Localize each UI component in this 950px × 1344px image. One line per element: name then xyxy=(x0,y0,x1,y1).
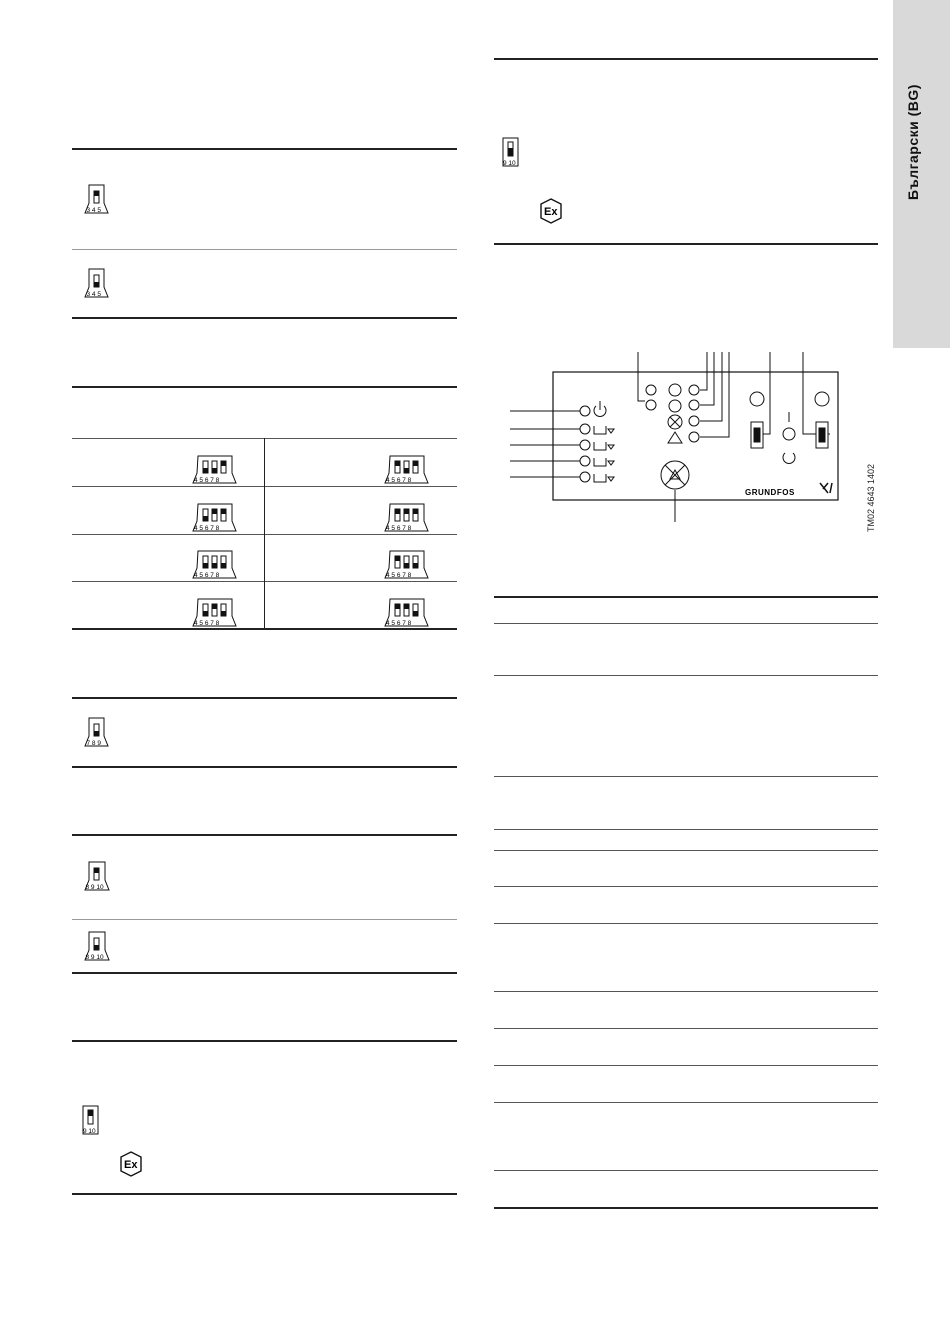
table-rule xyxy=(494,991,878,992)
section-rule xyxy=(72,249,457,250)
dip-label: 4 5 6 7 8 xyxy=(386,477,412,484)
dip-switch-4-5-6-7-8-icon xyxy=(192,503,240,533)
dip-switch-4-5-6-7-8-icon xyxy=(192,550,240,580)
figure-code: TM02 4643 1402 xyxy=(866,463,876,532)
table-rule xyxy=(494,1065,878,1066)
table-divider xyxy=(264,438,265,628)
table-rule xyxy=(72,628,457,630)
section-rule xyxy=(72,697,457,699)
ex-label: Ex xyxy=(544,206,558,218)
dip-switch-8-9-10-icon xyxy=(84,860,114,892)
dip-label: 4 5 6 7 8 xyxy=(194,620,220,627)
language-tab xyxy=(893,0,950,348)
dip-label: 4 5 6 7 8 xyxy=(386,525,412,532)
dip-switch-9-10-icon xyxy=(80,1104,102,1136)
section-rule xyxy=(72,317,457,319)
section-rule xyxy=(72,834,457,836)
dip-switch-8-9-10-icon xyxy=(84,930,114,962)
table-rule xyxy=(494,675,878,676)
section-rule xyxy=(494,58,878,60)
dip-label: 4 5 6 7 8 xyxy=(386,620,412,627)
dip-switch-7-8-9-icon xyxy=(84,716,112,748)
dip-switch-9-10-icon xyxy=(500,136,522,168)
table-rule xyxy=(494,776,878,777)
section-rule xyxy=(494,243,878,245)
table-rule xyxy=(494,923,878,924)
control-panel-figure xyxy=(510,352,850,522)
table-rule xyxy=(494,1207,878,1209)
ex-label: Ex xyxy=(124,1159,138,1171)
dip-switch-4-5-6-7-8-icon xyxy=(384,598,432,628)
dip-label: 4 5 6 7 8 xyxy=(194,572,220,579)
dip-label: 9 10 xyxy=(83,1128,96,1135)
brand-mark-icon xyxy=(820,483,832,493)
power-icon xyxy=(594,401,606,416)
section-rule xyxy=(72,1040,457,1042)
dip-label: 8 9 10 xyxy=(85,884,104,891)
section-rule xyxy=(72,972,457,974)
dip-label: 4 5 6 7 8 xyxy=(194,477,220,484)
dip-switch-4-5-6-7-8-icon xyxy=(384,503,432,533)
level-symbols xyxy=(594,426,614,482)
section-rule xyxy=(72,1193,457,1195)
section-rule xyxy=(72,386,457,388)
dip-label: 9 10 xyxy=(503,160,516,167)
dip-label: 4 5 6 7 8 xyxy=(194,525,220,532)
dip-switch-3-4-5-icon xyxy=(84,183,112,215)
dip-switch-4-5-6-7-8-icon xyxy=(384,550,432,580)
table-rule xyxy=(494,886,878,887)
table-rule xyxy=(494,850,878,851)
dip-label: 3 4 5 xyxy=(86,207,101,214)
table-rule xyxy=(494,1170,878,1171)
alarm-reset-icon xyxy=(668,415,682,429)
table-rule xyxy=(494,829,878,830)
middle-leds xyxy=(646,384,699,442)
language-tab-label xyxy=(905,180,921,200)
table-rule xyxy=(494,1028,878,1029)
dip-switch-3-4-5-icon xyxy=(84,267,112,299)
table-rule xyxy=(494,596,878,598)
ex-explosion-proof-icon xyxy=(118,1151,144,1177)
dip-label: 8 9 10 xyxy=(85,954,104,961)
mute-button-icon xyxy=(661,461,689,489)
dip-switch-4-5-6-7-8-icon xyxy=(384,455,432,485)
table-rule xyxy=(494,1102,878,1103)
left-leds xyxy=(580,406,590,482)
dip-label: 7 8 9 xyxy=(86,740,101,747)
dip-label: 3 4 5 xyxy=(86,291,101,298)
dip-label: 4 5 6 7 8 xyxy=(386,572,412,579)
section-rule xyxy=(72,919,457,920)
warning-triangle-icon xyxy=(668,432,682,443)
ex-explosion-proof-icon xyxy=(538,198,564,224)
brand-logo: GRUNDFOS xyxy=(745,488,795,497)
section-rule xyxy=(72,148,457,150)
section-rule xyxy=(72,766,457,768)
table-rule xyxy=(494,623,878,624)
dip-switch-4-5-6-7-8-icon xyxy=(192,455,240,485)
dip-switch-4-5-6-7-8-icon xyxy=(192,598,240,628)
